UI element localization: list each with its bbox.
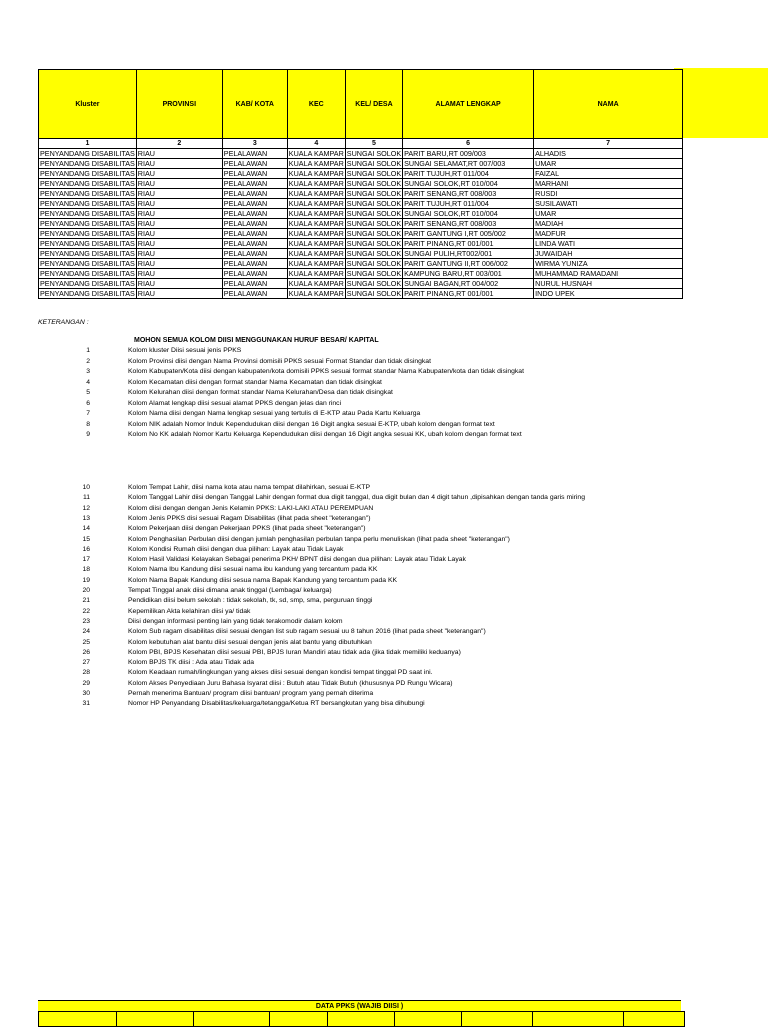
note-text: Kolom Pekerjaan diisi dengan Pekerjaan PPKS (lihat pada sheet "keterangan")	[128, 525, 366, 533]
note-text: Kolom Nama Bapak Kandung diisi sesua nama Bapak Kandung yang tercantum pada KK	[128, 576, 398, 584]
table-cell[interactable]: LINDA WATI	[534, 239, 683, 249]
table-cell[interactable]: NURUL HUSNAH	[534, 279, 683, 289]
table-cell[interactable]: MADFUR	[534, 229, 683, 239]
bottom-header-cell[interactable]	[194, 1012, 270, 1027]
column-number-cell[interactable]: 4	[287, 139, 345, 149]
table-cell[interactable]: PENYANDANG DISABILITAS	[40, 199, 135, 208]
note-text: Kolom Keadaan rumah/lingkungan yang akses diisi sesuai dengan kondisi tempat tinggal PD saat ini.	[128, 669, 433, 677]
note-number: 7	[86, 410, 90, 417]
note-number: 1	[86, 347, 90, 354]
ppks-data-table	[38, 69, 683, 299]
table-cell[interactable]: SUNGAI SOLOK	[346, 189, 402, 198]
table-cell[interactable]: PELALAWAN	[222, 149, 287, 159]
table-row	[39, 269, 683, 279]
table-cell[interactable]: KUALA KAMPAR	[288, 239, 344, 248]
bottom-header-cell[interactable]	[270, 1012, 328, 1027]
table-row	[39, 209, 683, 219]
table-cell[interactable]: SUNGAI SOLOK	[346, 219, 402, 228]
table-cell[interactable]: PARIT BARU,RT 009/003	[403, 149, 534, 159]
note-number: 16	[82, 545, 90, 553]
note-number: 29	[82, 679, 90, 687]
table-cell[interactable]: PELALAWAN	[222, 239, 287, 249]
note-number: 4	[86, 378, 90, 386]
table-cell[interactable]: MARHANI	[534, 179, 683, 189]
table-cell[interactable]: SUNGAI SOLOK	[346, 209, 402, 218]
table-cell[interactable]: KUALA KAMPAR	[288, 209, 344, 218]
note-number: 3	[86, 368, 90, 375]
column-header[interactable]: KEL/ DESA	[345, 70, 402, 139]
table-cell[interactable]: SUNGAI SOLOK	[346, 229, 402, 238]
table-cell[interactable]: PENYANDANG DISABILITAS	[40, 229, 135, 238]
table-cell[interactable]: KUALA KAMPAR	[288, 229, 344, 238]
note-number: 17	[82, 556, 90, 564]
table-row	[39, 219, 683, 229]
note-text: Diisi dengan informasi penting lain yang tidak terakomodir dalam kolom	[128, 617, 343, 625]
table-cell[interactable]: PARIT GANTUNG I,RT 005/002	[403, 229, 534, 239]
note-text: Pendidikan diisi belum sekolah : tidak sekolah, tk, sd, smp, sma, perguruan tinggi	[128, 597, 373, 605]
table-cell[interactable]: PARIT PINANG,RT 001/001	[403, 239, 534, 249]
keterangan-label: KETERANGAN :	[38, 319, 89, 326]
note-number: 27	[82, 659, 90, 667]
note-number: 25	[82, 638, 90, 646]
table-cell[interactable]: PENYANDANG DISABILITAS	[40, 239, 135, 248]
column-header[interactable]: PROVINSI	[136, 70, 222, 139]
table-cell[interactable]: PELALAWAN	[222, 229, 287, 239]
table-cell[interactable]: KUALA KAMPAR	[288, 159, 344, 168]
table-row	[39, 289, 683, 299]
table-cell[interactable]: PENYANDANG DISABILITAS	[40, 259, 135, 268]
note-text: Pernah menerima Bantuan/ program diisi bantuan/ program yang pernah diterima	[128, 690, 374, 697]
table-cell[interactable]: PENYANDANG DISABILITAS	[40, 279, 135, 288]
table-row	[39, 229, 683, 239]
note-text: Kolom kebutuhan alat bantu diisi sesuai dengan jenis alat bantu yang dibutuhkan	[128, 638, 372, 646]
note-number: 6	[86, 399, 90, 407]
table-cell[interactable]: PENYANDANG DISABILITAS	[40, 169, 135, 178]
table-cell[interactable]: MUHAMMAD RAMADANI	[534, 269, 683, 279]
note-number: 26	[82, 648, 90, 656]
bottom-header-cell[interactable]	[328, 1012, 395, 1027]
note-number: 13	[82, 514, 90, 522]
table-row	[39, 149, 683, 159]
note-text: Kolom Hasil Validasi Kelayakan Sebagai penerima PKH/ BPNT diisi dengan dua pilihan: Layak atau Tidak Layak	[128, 556, 466, 564]
note-text: Kolom Nama diisi dengan Nama lengkap sesuai yang tertulis di E-KTP atau Pada Kartu Keluarga	[128, 410, 421, 417]
table-cell[interactable]: SUSILAWATI	[534, 199, 683, 209]
column-header[interactable]: KAB/ KOTA	[222, 70, 287, 139]
note-text: Kolom kluster Diisi sesuai jenis PPKS	[128, 347, 242, 354]
table-cell[interactable]: RIAU	[136, 179, 222, 189]
bottom-header-cell[interactable]	[39, 1012, 117, 1027]
note-text: Kolom No KK adalah Nomor Kartu Keluarga Kependudukan diisi dengan 16 Digit angka sesuai KK, ubah kolom dengan format text	[128, 431, 522, 438]
column-header[interactable]: NAMA	[534, 70, 683, 139]
table-cell[interactable]: WIRMA YUNIZA	[534, 259, 683, 269]
table-cell[interactable]: RIAU	[136, 269, 222, 279]
table-cell[interactable]: KUALA KAMPAR	[288, 149, 344, 158]
table-cell[interactable]: RIAU	[136, 259, 222, 269]
table-cell[interactable]: PELALAWAN	[222, 219, 287, 229]
bottom-header-cell[interactable]	[533, 1012, 624, 1027]
table-cell[interactable]: PENYANDANG DISABILITAS	[40, 149, 135, 158]
table-cell[interactable]: PARIT PINANG,RT 001/001	[403, 289, 534, 299]
table-cell[interactable]: PENYANDANG DISABILITAS	[40, 289, 135, 298]
note-text: Kolom Kecamatan diisi dengan format standar Nama Kecamatan dan tidak disingkat	[128, 378, 382, 386]
note-text: Kolom Alamat lengkap diisi sesuai alamat PPKS dengan jelas dan rinci	[128, 399, 342, 407]
table-cell[interactable]: PENYANDANG DISABILITAS	[40, 179, 135, 188]
note-number: 20	[82, 587, 90, 594]
note-number: 18	[82, 566, 90, 574]
note-text: Kolom Jenis PPKS disi sesuai Ragam Disabilitas (lihat pada sheet "keterangan")	[128, 514, 371, 522]
note-number: 31	[82, 700, 90, 708]
table-cell[interactable]: FAIZAL	[534, 169, 683, 179]
column-number-cell[interactable]: 6	[403, 139, 534, 149]
note-text: Kolom Kondisi Rumah diisi dengan dua pilihan: Layak atau Tidak Layak	[128, 545, 344, 553]
table-cell[interactable]: PELALAWAN	[222, 199, 287, 209]
note-text: Kolom Tempat Lahir, diisi nama kota atau nama tempat dilahirkan, sesuai E-KTP	[128, 484, 371, 491]
note-text: Kolom Kabupaten/Kota diisi dengan kabupaten/kota domisili PPKS sesuai format standar Nama Kabupaten/kota dan tidak disingkat	[128, 368, 524, 375]
table-cell[interactable]: KUALA KAMPAR	[288, 269, 344, 278]
table-cell[interactable]: PELALAWAN	[222, 169, 287, 179]
table-cell[interactable]: KUALA KAMPAR	[288, 199, 344, 208]
table-cell[interactable]: SUNGAI SOLOK	[346, 179, 402, 188]
table-cell[interactable]: RIAU	[136, 279, 222, 289]
column-number-row	[39, 139, 683, 149]
table-cell[interactable]: RIAU	[136, 249, 222, 259]
note-number: 19	[82, 576, 90, 584]
note-number: 24	[82, 628, 90, 636]
note-number: 9	[86, 431, 90, 438]
note-text: Tempat Tinggal anak diisi dimana anak tinggal (Lembaga/ keluarga)	[128, 587, 332, 594]
note-text: Kepemilikan Akta kelahiran diisi ya/ tidak	[128, 607, 251, 615]
table-cell[interactable]: RIAU	[136, 159, 222, 169]
note-text: Kolom Sub ragam disabilitas diisi sesuai dengan list sub ragam sesuai uu 8 tahun 2016 (lihat pada sheet "keterangan")	[128, 628, 486, 636]
note-number: 30	[82, 690, 90, 697]
table-cell[interactable]: PELALAWAN	[222, 159, 287, 169]
note-text: Kolom Akses Penyediaan Juru Bahasa Isyarat diisi : Butuh atau Tidak Butuh (khususnya PD Rungu Wicara)	[128, 679, 453, 687]
note-number: 21	[82, 597, 90, 605]
table-cell[interactable]: RIAU	[136, 169, 222, 179]
bottom-header-cell[interactable]	[624, 1012, 685, 1027]
table-cell[interactable]: KUALA KAMPAR	[288, 169, 344, 178]
table-cell[interactable]: PELALAWAN	[222, 279, 287, 289]
table-cell[interactable]: UMAR	[534, 159, 683, 169]
table-cell[interactable]: RIAU	[136, 289, 222, 299]
table-cell[interactable]: RIAU	[136, 199, 222, 209]
note-text: Kolom NIK adalah Nomor Induk Kependudukan diisi dengan 16 Digit angka sesuai E-KTP, ubah kolom dengan format text	[128, 420, 495, 428]
table-row	[39, 169, 683, 179]
note-number: 10	[82, 484, 90, 491]
table-cell[interactable]: RIAU	[136, 229, 222, 239]
note-number: 23	[82, 617, 90, 625]
table-row	[39, 159, 683, 169]
table-cell[interactable]: SUNGAI SOLOK	[346, 149, 402, 158]
table-cell[interactable]: PENYANDANG DISABILITAS	[40, 209, 135, 218]
table-cell[interactable]: SUNGAI SOLOK,RT 010/004	[403, 179, 534, 189]
column-number-cell[interactable]: 7	[534, 139, 683, 149]
table-row	[39, 259, 683, 269]
bottom-header-cell[interactable]	[462, 1012, 533, 1027]
note-text: Nomor HP Penyandang Disabilitas/keluarga/tetangga/Ketua RT bersangkutan yang bisa dihubungi	[128, 700, 425, 708]
note-text: Kolom diisi dengan dengan Jenis Kelamin PPKS: LAKI-LAKI ATAU PEREMPUAN	[128, 504, 374, 512]
note-text: Kolom BPJS TK diisi : Ada atau Tidak ada	[128, 659, 255, 667]
table-cell[interactable]: PENYANDANG DISABILITAS	[40, 219, 135, 228]
column-number-cell[interactable]: 5	[345, 139, 402, 149]
table-cell[interactable]: SUNGAI BAGAN,RT 004/002	[403, 279, 534, 289]
table-cell[interactable]: SUNGAI SOLOK	[346, 259, 402, 268]
column-number-cell[interactable]: 2	[136, 139, 222, 149]
table-cell[interactable]: RIAU	[136, 149, 222, 159]
table-cell[interactable]: PENYANDANG DISABILITAS	[40, 249, 135, 258]
table-cell[interactable]: SUNGAI SOLOK	[346, 269, 402, 278]
note-number: 11	[82, 494, 90, 502]
note-number: 22	[82, 607, 90, 615]
table-cell[interactable]: RIAU	[136, 239, 222, 249]
table-cell[interactable]: SUNGAI SOLOK	[346, 239, 402, 248]
table-row	[39, 239, 683, 249]
table-cell[interactable]: PELALAWAN	[222, 189, 287, 199]
column-header[interactable]: KEC	[287, 70, 345, 139]
table-cell[interactable]: KAMPUNG BARU,RT 003/001	[403, 269, 534, 279]
table-cell[interactable]: SUNGAI SOLOK	[346, 279, 402, 288]
bottom-header-cell[interactable]	[395, 1012, 462, 1027]
note-number: 14	[82, 525, 90, 533]
column-header[interactable]: ALAMAT LENGKAP	[403, 70, 534, 139]
note-number: 5	[86, 389, 90, 396]
bottom-header-table	[38, 1011, 685, 1027]
table-cell[interactable]: SUNGAI SOLOK	[346, 159, 402, 168]
table-cell[interactable]: KUALA KAMPAR	[288, 259, 344, 268]
table-cell[interactable]: INDO UPEK	[534, 289, 683, 299]
table-cell[interactable]: SUNGAI SOLOK,RT 010/004	[403, 209, 534, 219]
table-cell[interactable]: SUNGAI SOLOK	[346, 249, 402, 258]
table-cell[interactable]: PENYANDANG DISABILITAS	[40, 269, 135, 278]
table-cell[interactable]: PELALAWAN	[222, 249, 287, 259]
table-row	[39, 249, 683, 259]
table-cell[interactable]: ALHADIS	[534, 149, 683, 159]
table-cell[interactable]: PARIT SENANG,RT 008/003	[403, 189, 534, 199]
table-cell[interactable]: KUALA KAMPAR	[288, 279, 344, 288]
header-row	[39, 70, 683, 139]
table-row	[39, 199, 683, 209]
table-cell[interactable]: SUNGAI SOLOK	[346, 169, 402, 178]
table-cell[interactable]: SUNGAI SOLOK	[346, 289, 402, 298]
note-number: 12	[82, 504, 90, 512]
table-cell[interactable]: KUALA KAMPAR	[288, 289, 344, 298]
instruction-title: MOHON SEMUA KOLOM DIISI MENGGUNAKAN HURUF BESAR/ KAPITAL	[134, 337, 379, 344]
column-number-cell[interactable]: 3	[222, 139, 287, 149]
table-cell[interactable]: PELALAWAN	[222, 269, 287, 279]
table-cell[interactable]: RIAU	[136, 219, 222, 229]
table-cell[interactable]: PELALAWAN	[222, 289, 287, 299]
bottom-header-cell[interactable]	[117, 1012, 194, 1027]
table-cell[interactable]: UMAR	[534, 209, 683, 219]
table-cell[interactable]: PENYANDANG DISABILITAS	[40, 159, 135, 168]
table-cell[interactable]: MADIAH	[534, 219, 683, 229]
table-row	[39, 179, 683, 189]
table-cell[interactable]: KUALA KAMPAR	[288, 179, 344, 188]
table-cell[interactable]: SUNGAI PULIH,RT002/001	[403, 249, 534, 259]
table-cell[interactable]: PELALAWAN	[222, 259, 287, 269]
table-cell[interactable]: KUALA KAMPAR	[288, 189, 344, 198]
note-number: 28	[82, 669, 90, 677]
bottom-table-title: DATA PPKS (WAJIB DIISI )	[38, 1000, 681, 1012]
table-cell[interactable]: RIAU	[136, 189, 222, 199]
table-cell[interactable]: PENYANDANG DISABILITAS	[40, 189, 135, 198]
table-cell[interactable]: RIAU	[136, 209, 222, 219]
column-header[interactable]: Kluster	[39, 70, 137, 139]
note-text: Kolom Tanggal Lahir diisi dengan Tanggal Lahir dengan format dua digit tanggal, dua digit bulan dan 4 digit tahun ,dipisahkan dengan tanda garis miring	[128, 494, 585, 502]
note-text: Kolom Penghasilan Perbulan diisi dengan jumlah penghasilan perbulan tanpa perlu menuliskan (lihat pada sheet "keterangan")	[128, 535, 510, 543]
note-number: 8	[86, 420, 90, 428]
table-cell[interactable]: RUSDI	[534, 189, 683, 199]
note-text: Kolom Nama Ibu Kandung diisi sesuai nama ibu kandung yang tercantum pada KK	[128, 566, 378, 574]
table-cell[interactable]: SUNGAI SELAMAT,RT 007/003	[403, 159, 534, 169]
table-cell[interactable]: PARIT TUJUH,RT 011/004	[403, 169, 534, 179]
note-number: 15	[82, 535, 90, 543]
column-number-cell[interactable]: 1	[39, 139, 137, 149]
table-cell[interactable]: PELALAWAN	[222, 209, 287, 219]
table-cell[interactable]: PARIT TUJUH,RT 011/004	[403, 199, 534, 209]
table-cell[interactable]: PELALAWAN	[222, 179, 287, 189]
header-fill-extension	[674, 68, 768, 138]
table-cell[interactable]: PARIT GANTUNG II,RT 006/002	[403, 259, 534, 269]
note-text: Kolom PBI, BPJS Kesehatan diisi sesuai PBI, BPJS Iuran Mandiri atau tidak ada (jika tidak memiliki keduanya)	[128, 648, 461, 656]
table-cell[interactable]: SUNGAI SOLOK	[346, 199, 402, 208]
table-cell[interactable]: KUALA KAMPAR	[288, 249, 344, 258]
table-cell[interactable]: KUALA KAMPAR	[288, 219, 344, 228]
note-text: Kolom Provinsi diisi dengan Nama Provinsi domisili PPKS sesuai Format Standar dan tidak disingkat	[128, 357, 431, 365]
table-cell[interactable]: PARIT SENANG,RT 008/003	[403, 219, 534, 229]
table-row	[39, 279, 683, 289]
note-number: 2	[86, 357, 90, 365]
note-text: Kolom Kelurahan diisi dengan format standar Nama Kelurahan/Desa dan tidak disingkat	[128, 389, 393, 396]
table-cell[interactable]: JUWAIDAH	[534, 249, 683, 259]
table-row	[39, 189, 683, 199]
